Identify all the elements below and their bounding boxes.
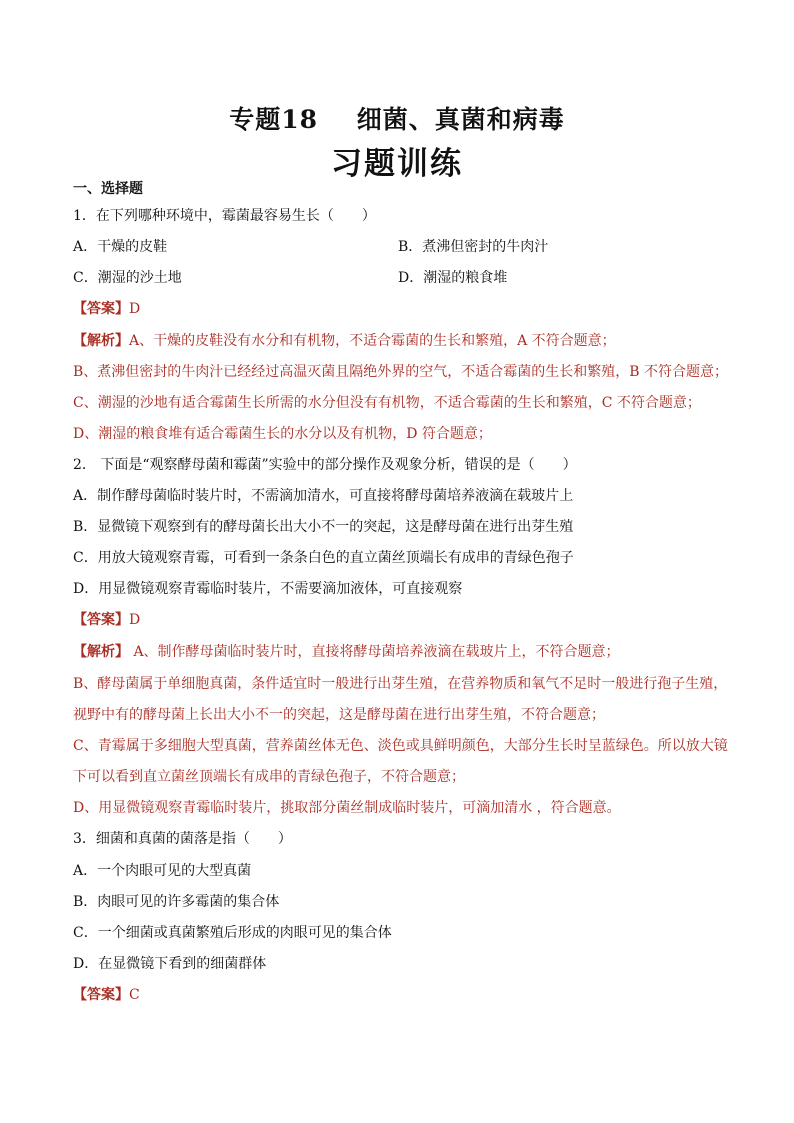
q1-stem: 1．在下列哪种环境中，霉菌最容易生长（ ） (73, 208, 376, 224)
answer-tag: 【答案】 (73, 612, 129, 628)
answer-value: D (129, 612, 141, 628)
q2-analysis-line: 视野中有的酵母菌上长出大小不一的突起，这是酵母菌在进行出芽生殖，不符合题意； (73, 707, 605, 723)
q3-answer (73, 985, 140, 1005)
q2-analysis-line: D、用显微镜观察青霉临时装片，挑取部分菌丝制成临时装片，可滴加清水 ，符合题意。 (73, 800, 621, 816)
analysis-text: A、制作酵母菌临时装片时，直接将酵母菌培养液滴在载玻片上，不符合题意； (129, 644, 620, 660)
q2-analysis-line: B、酵母菌属于单细胞真菌，条件适宜时一般进行出芽生殖，在营养物质和氧气不足时一般进行孢子生殖， (73, 676, 728, 692)
answer-value: C (129, 987, 140, 1003)
q2-option-c: C．用放大镜观察青霉，可看到一条条白色的直立菌丝顶端长有成串的青绿色孢子 (73, 550, 574, 566)
q2-answer (73, 610, 140, 630)
q3-option-a: A．一个肉眼可见的大型真菌 (73, 863, 252, 879)
q1-analysis-line: B、煮沸但密封的牛肉汁已经经过高温灭菌且隔绝外界的空气，不适合霉菌的生长和繁殖，B 不符合题意； (73, 364, 729, 380)
q3-option-d: D．在显微镜下看到的细菌群体 (73, 956, 267, 972)
q1-option-d: D．潮湿的粮食堆 (398, 270, 508, 286)
q1-analysis-line: C、潮湿的沙地有适合霉菌生长所需的水分但没有有机物，不适合霉菌的生长和繁殖，C 不符合题意； (73, 395, 701, 411)
q1-option-b: B．煮沸但密封的牛肉汁 (398, 239, 549, 255)
q1-answer (73, 299, 140, 319)
document-subtitle: 习题训练 (331, 146, 463, 182)
q3-stem: 3．细菌和真菌的菌落是指（ ） (73, 831, 292, 847)
answer-tag: 【答案】 (73, 987, 129, 1003)
q2-option-b: B．显微镜下观察到有的酵母菌长出大小不一的突起，这是酵母菌在进行出芽生殖 (73, 519, 574, 535)
q1-option-a: A．干燥的皮鞋 (73, 239, 168, 255)
q2-analysis-line: 下可以看到直立菌丝顶端长有成串的青绿色孢子，不符合题意； (73, 769, 465, 785)
document-title: 专题18 细菌、真菌和病毒 (229, 105, 565, 134)
q1-analysis-line (73, 331, 616, 351)
answer-tag: 【答案】 (73, 301, 129, 317)
q1-analysis-line: D、潮湿的粮食堆有适合霉菌生长的水分以及有机物，D 符合题意； (73, 426, 492, 442)
q2-option-a: A．制作酵母菌临时装片时，不需滴加清水，可直接将酵母菌培养液滴在载玻片上 (73, 488, 574, 504)
q3-option-c: C．一个细菌或真菌繁殖后形成的肉眼可见的集合体 (73, 925, 392, 941)
q2-option-d: D．用显微镜观察青霉临时装片，不需要滴加液体，可直接观察 (73, 581, 463, 597)
q2-analysis-line (73, 642, 620, 662)
q3-option-b: B．肉眼可见的许多霉菌的集合体 (73, 894, 280, 910)
analysis-tag: 【解析】 (73, 644, 129, 660)
section-heading: 一、选择题 (73, 181, 143, 197)
analysis-tag: 【解析】 (73, 333, 129, 349)
q1-option-c: C．潮湿的沙土地 (73, 270, 182, 286)
q2-analysis-line: C、青霉属于多细胞大型真菌，营养菌丝体无色、淡色或具鲜明颜色，大部分生长时呈蓝绿色。所以放大镜 (73, 738, 728, 754)
analysis-text: A、干燥的皮鞋没有水分和有机物，不适合霉菌的生长和繁殖，A 不符合题意； (129, 333, 616, 349)
answer-value: D (129, 301, 141, 317)
q2-stem: 2． 下面是“观察酵母菌和霉菌”实验中的部分操作及观象分析，错误的是（ ） (73, 457, 577, 473)
